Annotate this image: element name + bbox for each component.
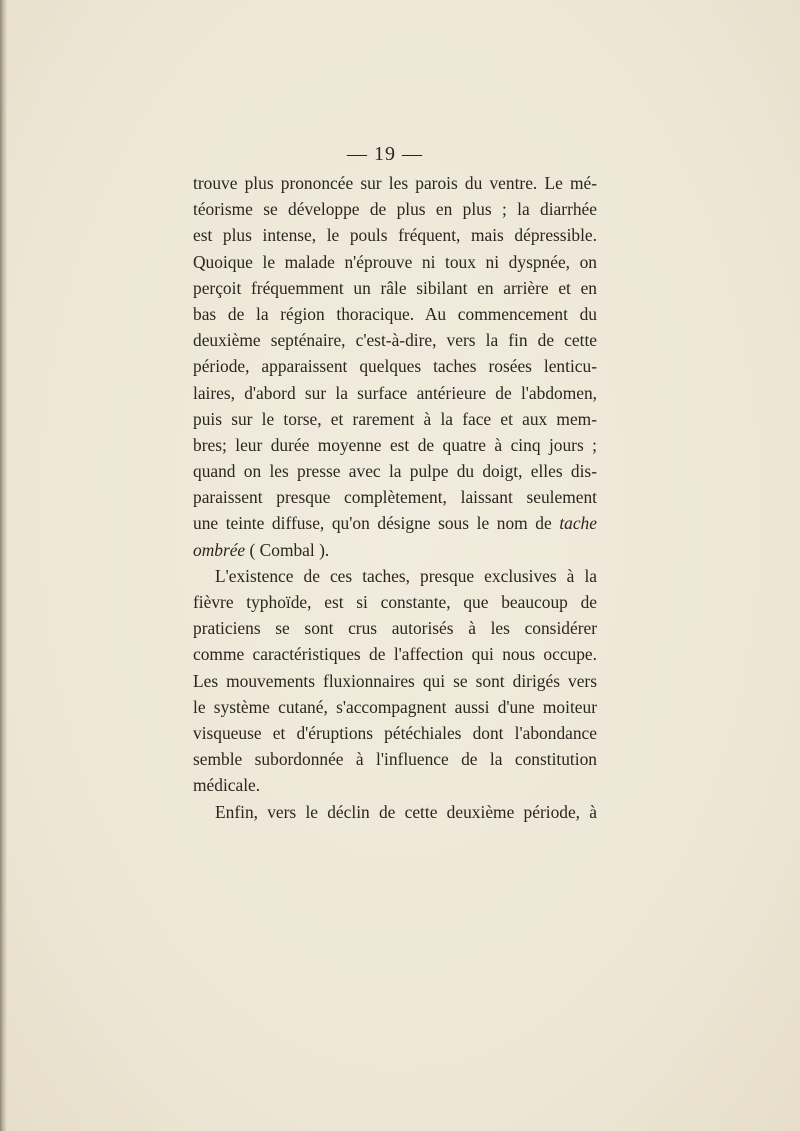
text-line: période, apparaissent quelques taches rosées lenticu- [193,356,597,377]
text-line: deuxième septénaire, c'est-à-dire, vers la fin de cette [193,330,597,351]
text-line: bres; leur durée moyenne est de quatre à cinq jours ; [193,434,597,455]
binding-edge [0,0,7,1131]
text-segment: ( Combal ). [249,539,330,560]
body-text [193,170,597,825]
text-line: téorisme se développe de plus en plus ; la diarrhée [193,199,597,220]
text-line: comme caractéristiques de l'affection qui nous occupe. [193,644,597,665]
text-line [193,537,597,563]
text-line: praticiens se sont crus autorisés à les considérer [193,618,597,639]
text-line [193,510,597,536]
text-line: visqueuse et d'éruptions pétéchiales dont l'abondance [193,722,597,743]
text-line: Enfin, vers le déclin de cette deuxième période, à [215,801,597,822]
text-line: puis sur le torse, et rarement à la face et aux mem- [193,408,597,429]
page-number: — 19 — [347,143,423,165]
text-line: paraissent presque complètement, laissant seulement [193,487,597,508]
text-line: Quoique le malade n'éprouve ni toux ni dyspnée, on [193,251,597,272]
italic-term: ombrée [193,539,246,560]
text-line: L'existence de ces taches, presque exclusives à la [215,565,597,586]
text-line: trouve plus prononcée sur les parois du ventre. Le mé- [193,173,597,193]
text-line: laires, d'abord sur la surface antérieure de l'abdomen, [193,382,597,403]
text-line: Les mouvements fluxionnaires qui se sont dirigés vers [193,670,597,691]
text-line: fièvre typhoïde, est si constante, que beaucoup de [193,592,597,612]
text-line: semble subordonnée à l'influence de la constitution [193,749,597,770]
text-line: perçoit fréquemment un râle sibilant en arrière et en [193,277,597,298]
text-line: quand on les presse avec la pulpe du doigt, elles dis- [193,461,597,482]
text-line: médicale. [193,775,261,796]
text-segment: une teinte diffuse, qu'on désigne sous le nom de [193,513,552,534]
italic-term: tache [559,513,597,534]
text-line: bas de la région thoracique. Au commencement du [193,303,597,324]
text-line: est plus intense, le pouls fréquent, mais dépressible. [193,225,597,246]
text-line: le système cutané, s'accompagnent aussi d'une moiteur [193,696,597,717]
